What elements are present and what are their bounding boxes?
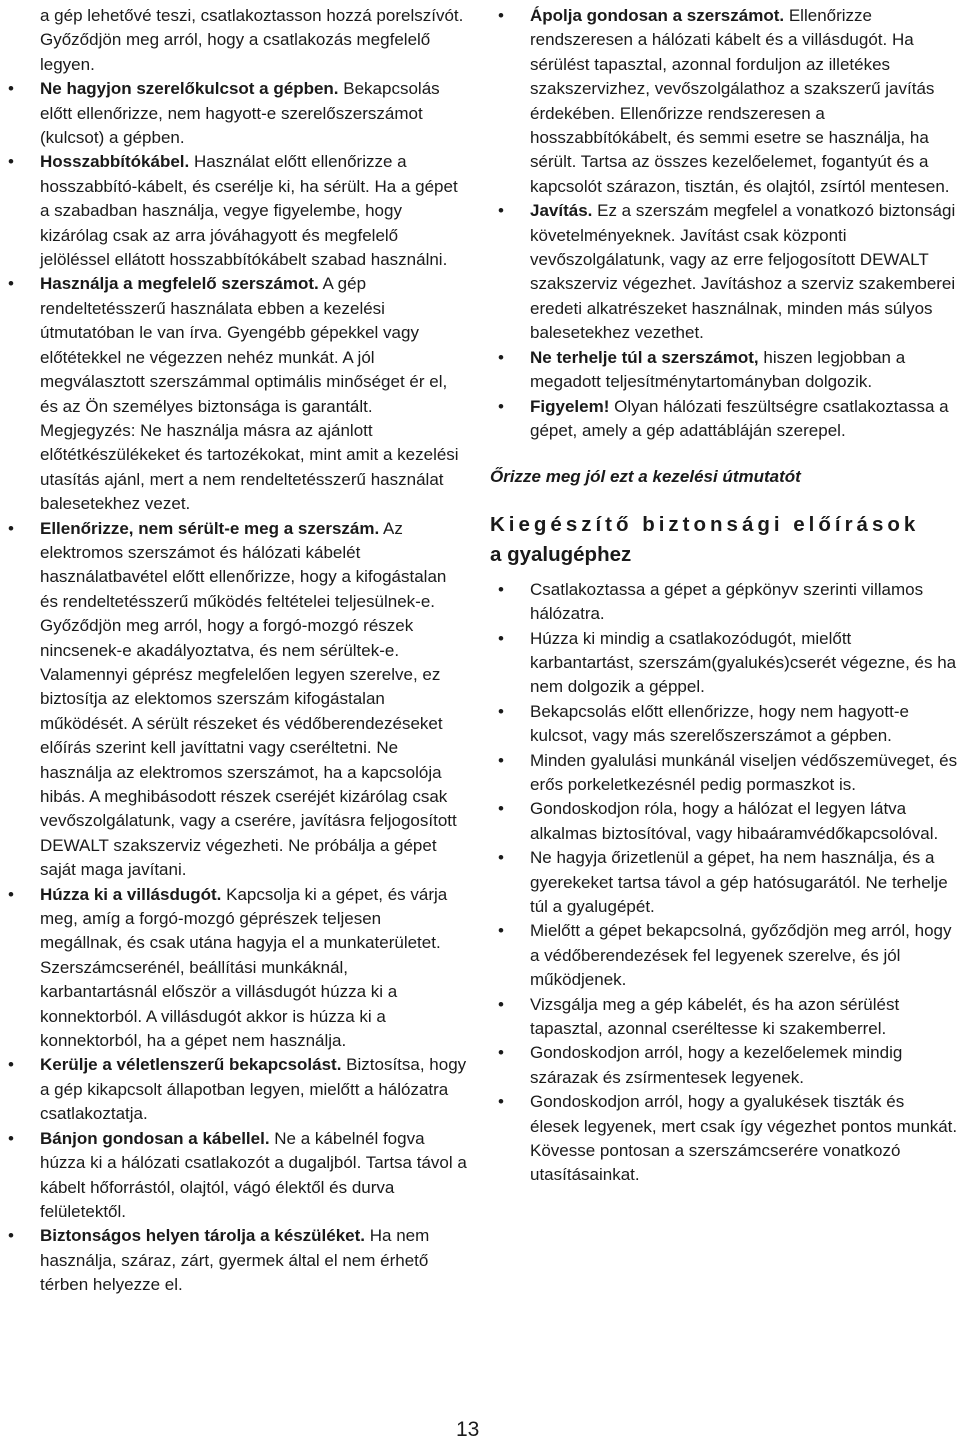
item-lead: Figyelem! [530,396,610,416]
bullet-icon: • [498,6,504,25]
list-item [490,346,958,395]
item-text: Csatlakoztassa a gépet a gépkönyv szerinti villamos hálózatra. [530,579,924,624]
item-text: Gondoskodjon róla, hogy a hálózat el legyen látva alkalmas biztosítóval, vagy hibaáramvédőkapcsolóval. [530,799,939,843]
closing-text: Kövesse pontosan a szerszámcserére vonatkozó utasításainkat. [530,1141,901,1185]
bullet-icon: • [498,201,504,221]
list-item [490,395,958,444]
list-item [490,919,958,992]
bullet-icon: • [8,1128,14,1148]
bullet-icon: • [8,518,14,538]
section-title [490,510,958,570]
list-item [490,627,958,700]
bullet-icon: • [498,347,504,367]
list-item [490,1090,958,1139]
item-text: Ne hagyja őrizetlenül a gépet, ha nem használja, és a gyerekeket tartsa távol a gép hatósugarától. Ne terhelje túl a gyalugépét. [530,848,948,916]
item-lead: Hosszabbítókábel. [40,152,190,172]
item-text: Biztosítsa, hogy a gép kikapcsolt állapotban legyen, mielőtt a hálózatra csatlakoztatja. [40,1055,467,1124]
page-number: 13 [456,1418,480,1441]
list-item [0,1053,468,1126]
item-text: Húzza ki mindig a csatlakozódugót, mielőtt karbantartást, szerszám(gyalukés)cserét végezne, és ha nem dolgozik a géppel. [530,628,957,697]
bullet-icon: • [498,628,504,648]
bullet-icon: • [8,274,14,294]
item-lead: Javítás. [530,201,593,221]
safety-list-left [0,77,468,1297]
item-lead: Használja a megfelelő szerszámot. [40,274,319,294]
item-text: Minden gyalulási munkánál viseljen védőszemüveget, és erős porkeletkezésnél pedig pormaszkot is. [530,750,958,794]
item-lead: Bánjon gondosan a kábellel. [40,1128,270,1148]
bullet-icon: • [498,396,504,416]
section-title-line2: a gyalugéphez [490,542,632,566]
item-text: Ne a kábelnél fogva húzza ki a hálózati csatlakozót a dugaljból. Tartsa távol a kábelt hőforrástól, olajtól, vágó élektől és durva felületektől. [40,1128,467,1221]
item-lead: Ne terhelje túl a szerszámot, [530,347,759,367]
bullet-icon: • [498,994,504,1014]
item-text: Mielőtt a gépet bekapcsolná, győződjön meg arról, hogy a védőberendezések fel legyenek szerelve, és jól működjenek. [530,921,952,990]
item-note: Megjegyzés: Ne használja másra az ajánlott előtétkészülékeket és tartozékokat, mint amit a kezelési utasítás ajánl, mert a nem rendeltetésszerű használat balesetekhez vezet. [40,420,459,514]
bullet-icon: • [498,579,504,599]
item-lead: Ne hagyjon szerelőkulcsot a gépben. [40,79,339,99]
item-text: Az elektromos szerszámot és hálózati kábelét használatbavétel előtt ellenőrizze, hogy a kifogástalan és rendeltetésszerű működés feltételei teljesülnek-e. Győződjön meg arról, hogy a forgó-mozgó részek nincsenek-e akadályoztatva, és nem sérültek-e. Valamennyi géprész megfelelően legyen szerelve, ez biztosítja az elektomos szerszám kifogástalan működését. A sérült részeket és védőberendezéseket előírás szerint kell javíttatni vagy cseréltetni. Ne használja az elektromos szerszámot, ha a kapcsolója hibás. A meghibásodott részek cseréjét kizárólag csak vevőszolgálatunk, vagy a cserére, javításra feljogosított DEWALT szakszerviz végezheti. Ne próbálja a gépet saját maga javítani. [40,518,457,880]
item-lead: Ápolja gondosan a szerszámot. [530,6,785,25]
list-item [0,77,468,150]
item-text: Ellenőrizze rendszeresen a hálózati kábelt és a villásdugót. Ha sérülést tapasztal, azonnal forduljon az illetékes szakszervizhez, vevőszolgálathoz a szakszerű javítás érdekében. Ellenőrizze rendszeresen a hosszabbítókábelt, és semmi esetre se használja, ha sérült. Tartsa az összes kezelőelemet, fogantyút és a kapcsolót szárazon, tisztán, és olajtól, zsírtól mentesen. [530,6,950,196]
item-text: Kapcsolja ki a gépet, és várja meg, amíg a forgó-mozgó géprészek teljesen megállnak, és csak utána hagyja el a munkaterületet. Szerszámcserénél, beállítási munkáknál, karbantartásnál először a villásdugót húzza ki a konnektorból. A villásdugót akkor is húzza ki a konnektorból, ha a gépet nem használja. [40,884,448,1051]
bullet-icon: • [498,848,504,868]
list-item [490,199,958,345]
list-item [0,883,468,1054]
item-text: Bekapcsolás előtt ellenőrizze, nem hagyott-e szerelőszerszámot (kulcsot) a gépben. [40,79,440,148]
list-item [0,150,468,272]
item-text: Olyan hálózati feszültségre csatlakoztassa a gépet, amely a gép adattábláján szerepel. [530,396,949,440]
item-text: Használat előtt ellenőrizze a hosszabbító-kábelt, és cserélje ki, ha sérült. Ha a gépet a szabadban használja, vegye figyelembe, hogy kizárólag csak az arra jóváhagyott és megfelelő jelöléssel ellátott hosszabbítókábelt szabad használni. [40,152,458,270]
item-text: Ha nem használja, száraz, zárt, gyermek által el nem érhető térben helyezze el. [40,1226,430,1295]
bullet-icon: • [8,1055,14,1075]
list-item [490,797,958,846]
bullet-icon: • [8,884,14,904]
bullet-icon: • [8,152,14,172]
list-item [0,1224,468,1297]
list-item [490,749,958,798]
safety-list-right [490,4,958,443]
list-item [490,4,958,199]
item-text: Bekapcsolás előtt ellenőrizze, hogy nem hagyott-e kulcsot, vagy más szerelőszerszámot a gépben. [530,701,909,746]
item-text: Gondoskodjon arról, hogy a kezelőelemek mindig szárazak és zsírmentesek legyenek. [530,1043,903,1087]
item-lead: Ellenőrizze, nem sérült-e meg a szerszám. [40,518,380,538]
item-text: Gondoskodjon arról, hogy a gyalukések tiszták és élesek legyenek, mert csak így végezhet pontos munkát. [530,1092,958,1136]
item-lead: Húzza ki a villásdugót. [40,884,222,904]
intro-paragraph: a gép lehetővé teszi, csatlakoztasson hozzá porelszívót. Győződjön meg arról, hogy a csatlakozás megfelelő legyen. [40,6,464,74]
planer-safety-list [490,578,958,1139]
item-text: A gép rendeltetésszerű használata ebben a kezelési útmutatóban le van írva. Gyengébb gépekkel vagy előtétekkel ne végezzen nehéz munkát. A jól megválasztott szerszámmal optimális minőséget ér el, és az Ön személyes biztonsága is garantált. [40,274,448,416]
list-item [490,993,958,1042]
keep-manual-note: Őrizze meg jól ezt a kezelési útmutatót [490,467,801,487]
bullet-icon: • [498,1043,504,1063]
item-text: hiszen legjobban a megadott teljesítménytartományban dolgozik. [530,347,906,392]
right-column [490,4,958,1188]
item-lead: Biztonságos helyen tárolja a készüléket. [40,1226,366,1246]
list-item [0,517,468,883]
left-column [0,4,468,1298]
item-lead: Kerülje a véletlenszerű bekapcsolást. [40,1055,342,1075]
item-text: Vizsgálja meg a gép kábelét, és ha azon sérülést tapasztal, azonnal cseréltesse ki szakemberrel. [530,994,900,1039]
item-text: Ez a szerszám megfelel a vonatkozó biztonsági követelményeknek. Javítást csak központi vevőszolgálatunk, vagy az erre feljogosított DEWALT szakszerviz végezhet. Javításhoz a szerviz szakemberei eredeti alkatrészeket használnak, minden más súlyos balesetekhez vezethet. [530,201,956,343]
bullet-icon: • [498,921,504,941]
bullet-icon: • [8,1226,14,1246]
list-item [490,578,958,627]
bullet-icon: • [8,79,14,99]
list-item [0,272,468,516]
bullet-icon: • [498,1092,504,1112]
list-item [490,700,958,749]
bullet-icon: • [498,750,504,770]
bullet-icon: • [498,701,504,721]
list-item [490,846,958,919]
bullet-icon: • [498,799,504,819]
section-title-line1: Kiegészítő biztonsági előírások [490,512,920,536]
list-item [0,1127,468,1225]
list-item [490,1041,958,1090]
